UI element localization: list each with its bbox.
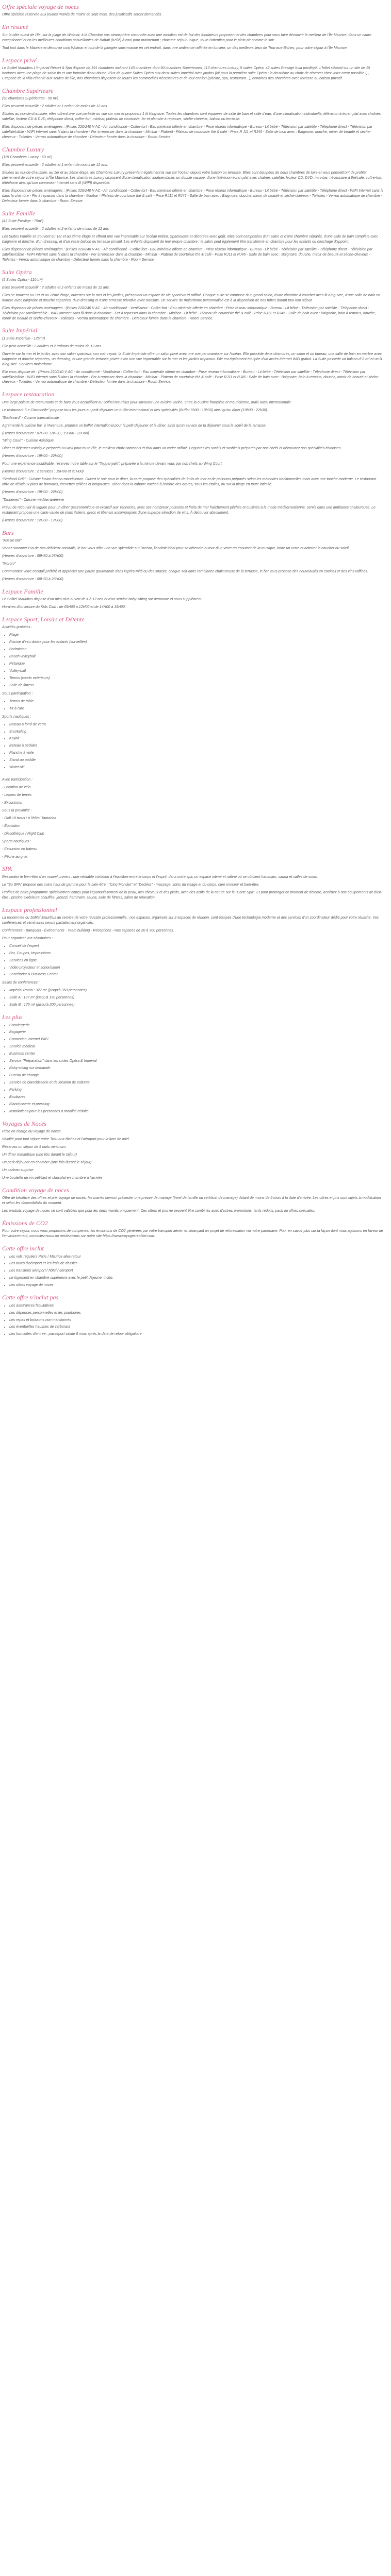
room-amenities: Elles disposent de pièces aménagées : (Prises 220/240 V AC - Air conditionné - Ventilateur - Coffre-fort - Eau minérale offerte en chambre - Prise réseau informatique - Bureau - Lit bébé - Télévision par satellite - Téléphone direct - Télévision par satellite/câble - WIFI Internet sans fil dans la chambre - Fer à repasser dans la chambre - Minibar - Lit bébé - Plateau de courtoisie thé & café - Prise RJ11 et RJ45 - Salle de bain avec : Baignoire, bain à remous, douche, miroir de beauté et sèche-cheveux - Toilettes - Verrou automatique de chambre - Détecteur fumée dans la chambre - Room Service.: [2, 306, 376, 320]
list-item: • Beach volleyball: [9, 654, 384, 659]
espace-prive-paragraph: Le Sofitel Mauritius L'Imperial Resort & Spa dispose de 191 chambres incluant 143 chambres dont 90 chambres Supérieures, 113 chambres Luxury, 5 suites Opéra, 42 suites Prestige fusa privilégié. L'hôtel s'étend sur un site de 15 hectares avec une plage de sable fin et une fontaine d'eau douce. Plus de quatre Suites Opéra aux deux suites Impérial avec jardins (kit pour la première suite Opéra ; la deuxième au choix de réserver chez votre cœur possible !) ; L'espace de la villa réservé aux seules de l'île, nos chambres disposent de toutes les commodités nécessaires et de tout confort (piscine, spa, restaurant...), certaines des chambres avec terrasse ou balcon privatif.: [2, 66, 370, 80]
list-item: • Les éventuelles hausses de carburant: [9, 1325, 384, 1330]
emissions-title: Émissions de CO2: [2, 1219, 48, 1227]
room-capacity: Elles peuvent accueillir : 2 adultes et 1 enfant de moins de 12 ans.: [2, 163, 108, 167]
famille-paragraph: Le Sofitel Mauritius dispose d'un mini-club ouvert de 4 à 12 ans et d'un service baby-sitting sur demande et sous supplément.: [2, 598, 203, 602]
room-surface: (42 Suite Prestige - 75m²): [2, 219, 44, 223]
plain-item: - Équitation: [2, 824, 21, 828]
list-item: • Connexion Internet WIFI: [9, 1037, 384, 1042]
bar-name: "Moroni": [2, 562, 16, 566]
sport-heading: Sous la proximité :: [2, 808, 32, 812]
list-item: • Les assurances facultatives: [9, 1303, 384, 1309]
room-amenities: Elles disposent de pièces aménagées : (Prises 220/240 V AC - Air conditionné - Coffre-fort - Eau minérale offerte en chambre - Prise réseau informatique - Bureau - Lit bébé - Télévision par satellite - Téléphone direct - Télévision par satellite/câble - WIFI Internet sans fil dans la chambre - Fer à repasser dans la chambre - Minibar - Plafond - Plateau de courtoisie thé & café - Prise R J11 et RJ45 - Salle de bain avec : Baignoire, douche, miroir de beauté et sèche-cheveux - Toilettes - Verrou automatique de chambre - Détecteur fumée dans la chambre - Room Service.: [2, 125, 373, 139]
room-surface: (115 Chambres Luxury - 50 m²): [2, 156, 53, 160]
list-item: • Stand up paddle: [9, 758, 384, 763]
list-item: • Pétanque: [9, 662, 384, 667]
list-item: • Bar, Coupes, Impressions: [9, 951, 384, 956]
chambre-luxury-title: Chambre Luxury: [2, 145, 44, 153]
voyages-line: Validité pour tout séjour entre Trou-aux-Biches et l'aéroport pour la lune de miel.: [2, 1138, 130, 1142]
bar-name: "Aussie Bar": [2, 539, 22, 543]
list-item: • Services en ligne: [9, 958, 384, 963]
restaurant-name: "Wing Court" - Cuisine Asiatique: [2, 439, 54, 443]
list-item: • Parking: [9, 1088, 384, 1093]
list-item: • Salle de fitness: [9, 683, 384, 688]
voyages-title: Voyages de Noces: [2, 1120, 46, 1127]
list-item: • Les vols réguliers Paris / Maurice aller-retour: [9, 1255, 384, 1260]
list-item: • Les formalités d'entrée : passeport valide 6 mois après la date de retour obligatoire: [9, 1332, 384, 1337]
list-item: • Badminton: [9, 647, 384, 652]
list-item: • Bureau de change: [9, 1073, 384, 1078]
list-item: • Service "Préparation" dans les suites Opéra & Impérial: [9, 1059, 384, 1064]
restaurant-hours: (Heures d'ouverture : 12H00 - 17H00): [2, 518, 63, 522]
sport-heading: Sports nautiques :: [2, 839, 31, 843]
room-description: Situées au rez-de-chaussée, au 1er et au 2ème étage, les Chambres Luxury présentent également la vue sur l'océan depuis votre balcon ou terrasse. Elles sont équipées de deux chambres de luxe et vous permettront de profiter pleinement de votre séjour à l'Île Maurice. Les chambres Luxury disposent d'une climatisation indépendante, un double vasque, d'une télévision écran plat avec chaînes satellite, lecteur CD, DVD, mini-bar, nécessaire à thé/café, coffre-fort, téléphone ainsi qu'une connexion Internet sans fil (WIFI) disponible.: [2, 171, 383, 185]
bars-title: Bars: [2, 529, 14, 536]
suite-imperial-title: Suite Impérial: [2, 327, 38, 334]
voyages-line: Un dîner romantique (une fois durant le séjour): [2, 1153, 77, 1157]
voyages-line: Une bouteille de vin pétillant et chocolat en chambre à l'arrivée: [2, 1176, 103, 1180]
list-item: • Vidéo projecteur et sonorisation: [9, 965, 384, 971]
list-item: • Salle A : 137 m² (jusqu'à 130 personnes): [9, 995, 384, 1001]
sport-paying-list: [2, 699, 384, 711]
list-item: • Bagagerie: [9, 1030, 384, 1035]
restauration-paragraph: Le restaurant "Le Citronnelle" propose tous les jours au petit déjeuner un buffet international et des spécialités (Buffet 7h00 - 10h30) ainsi qu'au dîner (19h00 - 22h30).: [2, 408, 268, 412]
sport-title: Lespace Sport, Loisirs et Détente: [2, 615, 85, 623]
pro-heading: Pour organiser vos séminaires :: [2, 936, 53, 940]
sport-heading: Activités gratuites :: [2, 625, 32, 630]
restaurant-hours: (Heures d'ouverture : 2 services : 19H00 et 21H00): [2, 470, 84, 474]
room-amenities: Elles disposent de pièces aménagées : (Prises 220/240 V AC - Air conditionné - Coffre-fort - Eau minérale offerte en chambre - Prise réseau informatique - Bureau - Lit bébé - Télévision par satellite - Téléphone direct - WIFI Internet sans fil dans la chambre - Fer à repasser dans la chambre - Minibar - Plateau de courtoisie thé & café - Prise RJ11 et RJ45 - Salle de bain avec : Baignoire, douche, miroir de beauté et sèche-cheveux - Toilettes - Verrou automatique de chambre - Détecteur fumée dans la chambre - Room Service.: [2, 189, 383, 203]
restaurant-name: "Boulevard" - Cuisine Internationale: [2, 416, 59, 420]
famille-title: Lespace Famille: [2, 587, 43, 595]
room-capacity: Elles peuvent accueillir : 2 adultes et 1 enfant de moins de 12 ans.: [2, 105, 108, 109]
offre-exclut-list: [2, 1303, 384, 1337]
bar-hours: (Heures d'ouverture : 08H30 à 23H00): [2, 554, 63, 558]
room-capacity: Elle peut accueillir : 2 adultes et 2 enfants de moins de 12 ans.: [2, 344, 103, 348]
list-item: • Blanchisserie et pressing: [9, 1102, 384, 1107]
plain-item: - Excursion en bateau: [2, 847, 38, 851]
resume-paragraph: Tout tout dans le Maurice et découvrir coin Wolmar et tout de la plongée sous-marine en cet endroit, dans une ambiance raffinée en lumière, un des meilleurs lieux de Trou-aux-Biches, pour votre séjour à l'Île Maurice.: [2, 46, 348, 50]
plain-item: - Discothèque / Night Club: [2, 832, 44, 836]
room-capacity: Elles peuvent accueillir : 2 adultes et 2 enfants de moins de 12 ans.: [2, 227, 110, 231]
restaurant-name: "Tanneries" - Cuisine méditerranéenne: [2, 498, 64, 502]
restauration-paragraph: Une large palette de restaurants et de bars vous accueillent au Sofitel Mauritius pour savourer une cuisine variée, entre la cuisine française et mauricienne, mais aussi internationale.: [2, 400, 292, 404]
room-description: Elles se trouvent au 1er et au 2ème étage, ouvertes sur la mer et les jardins, présentant un espace de vie spacieux et raffiné. Chaque suite se compose d'un grand salon, d'une chambre à coucher avec lit King-size, d'une salle de bain en marbre avec baignoire et douche séparées, d'un dressing et d'une terrasse privative avec transats. Un service de majordome personnalisé est à la disposition de nos hôtes durant tout leur séjour.: [2, 293, 380, 302]
plain-item: - Leçons de tennis: [2, 793, 32, 797]
pro-title: Lespace professionnel: [2, 906, 57, 913]
list-item: • Impérial Room : 327 m² (jusqu'à 350 personnes): [9, 988, 384, 993]
bar-description: Venez savourer l'un de nos délicieux cocktails, le bar vous offre une vue splendide sur l'océan, l'endroit idéal pour se détendre autour d'un verre en écoutant de la musique, boire un verre et admirer le coucher du soleil.: [2, 547, 350, 551]
room-description: Les Suites Famille se trouvent au 1er et au 2ème étage et offrent une vue imprenable sur l'océan Indien. Spacieuses et décorées avec goût, elles sont composées d'un salon et d'une chambre séparés, d'une salle de bain complète avec baignoire et douche, d'un dressing, et d'un vaste balcon ou terrasse privatif. Les enfants disposent de leur propre chambre ; le salon peut également être transformé en chambre pour les enfants ou couchage d'appoint.: [2, 234, 379, 244]
pro-list: [2, 944, 384, 978]
chambre-superieure-title: Chambre Supérieure: [2, 87, 54, 94]
offer-intro: Offre spéciale réservée aux jeunes mariés de moins de sept mois, des justificatifs seront demandés.: [2, 13, 162, 17]
spa-paragraph: Profitez de notre programme spécialement conçu pour l'épanouissement de la peau, des cheveux et des pieds, avec des actifs de la nature sur la "Carte Spa". Et pour prolonger ce moment de détente, accédez à nos équipements de bien-être : piscine extérieure chauffée, jacuzzi, hammam, sauna, salle de fitness, salon de relaxation.: [2, 890, 383, 900]
sport-heading: Avec participation :: [2, 778, 33, 782]
list-item: • Les dépenses personnelles et les pourboires: [9, 1311, 384, 1316]
plus-title: Les plus: [2, 1013, 23, 1021]
spa-title: SPA: [2, 865, 12, 873]
sport-heading: Sous participation :: [2, 691, 33, 696]
voyages-line: Prise en charge du voyage de noces.: [2, 1130, 62, 1134]
conditions-paragraph: Les produits voyage de noces ne sont valables que pour les deux mariés uniquement. Ces offres et prix ne peuvent être combinés avec d'autres promotions, tarifs réduits, pack ou offres spéciales.: [2, 1209, 315, 1213]
list-item: • Secrétariat & Business Center: [9, 972, 384, 977]
resume-paragraph: Sur la côte ouest de l'Ile, sur la plage de Wolmar, à la Chambre vos atmosphère coconnée avec une ambition est de fait des fondateurs proposent et des chambres pour vous faire découvrir le meilleur de l'Île Maurice, dans un cadre exceptionnel et en les meilleures conditions accueillantes de Bahati (Kellé) à cool pour maintenant ; chacune séjour unique, toute l'attention pour le plein-air comme le soir.: [2, 33, 371, 42]
plain-item: - Location de vélo: [2, 786, 31, 790]
room-capacity: Elles peuvent accueillir : 2 adultes et 2 enfants de moins de 12 ans.: [2, 285, 110, 290]
offre-inclut-list: [2, 1255, 384, 1289]
restauration-title: Lespace restauration: [2, 391, 55, 398]
restaurant-description: Agrémenté la cuisine bar, à l'Aventure, propose un buffet international pour le petit-déjeuner et le dîner, ainsi qu'un service de la déjeuner sous le soleil de la terrasse.: [2, 423, 267, 428]
list-item: • Installations pour les personnes à mobilité réduite: [9, 1109, 384, 1114]
voyages-line: Un petit déjeuner en chambre (une fois durant le séjour): [2, 1160, 92, 1164]
bar-description: Commandez votre cocktail préféré et apprécier une pause gourmande dans l'après-midi ou des snacks, chaque soir dans l'ambiance chaleureuse de la terrasse, le bar vous propose des nouveautés en cocktail et des vins raffinés.: [2, 569, 368, 573]
espace-prive-title: Lespace privé: [2, 56, 37, 64]
room-amenities: Elles disposent de pièces aménagées : (Prises 220/240 V AC - Air conditionné - Coffre-fort - Eau minérale offerte en chambre - Prise réseau informatique - Bureau - Lit bébé - Télévision par satellite - Téléphone direct - Télévision par satellite/câble - WIFI Internet sans fil dans la chambre - Fer à repasser dans la chambre - Minibar - Plateau de courtoisie thé & café - Prise RJ11 et RJ45 - Salle de bain avec : Baignoire, douche, miroir de beauté et sèche-cheveux - Toilettes - Verrou automatique de chambre - Détecteur fumée dans la chambre - Room Service.: [2, 247, 373, 262]
list-item: • Conciergerie: [9, 1023, 384, 1028]
list-item: • Bateau à pédales: [9, 743, 384, 749]
spa-paragraph: Le "So SPA" propose des soins haut de gamme pour le bien-être : "Cinq Mondes" et "Decléor" - massage, soins du visage et du corps, cure minceur et bien-être.: [2, 883, 259, 887]
pro-paragraph: Conférences - Banquets - Événements - Team building - Réceptions - Nos espaces de 20 à 300 personnes.: [2, 928, 174, 933]
list-item: • Les repas et boissons non mentionnés: [9, 1318, 384, 1323]
list-item: • Kayak: [9, 736, 384, 741]
list-item: • Business center: [9, 1052, 384, 1057]
restaurant-hours: (Heures d'ouverture : 07H00 -10H30 ; 19H00 - 22H00): [2, 431, 89, 435]
list-item: • Service médical: [9, 1044, 384, 1049]
list-item: • Service de blanchisserie et de location de voitures: [9, 1080, 384, 1086]
famille-paragraph: Horaires d'ouverture du Kids Club : de 09H00 à 12H00 et de 14H00 à 19H00.: [2, 605, 126, 609]
list-item: • Tir à l'arc: [9, 706, 384, 711]
list-item: • Piscine d'eau douce pour les enfants (surveillée): [9, 640, 384, 645]
room-description: Situées au rez-de-chaussée, elles offrent une vue partielle ou vue sur mer et proposent 1 lit King-size. Toutes les chambres sont équipées de salle de bain et salle d'eau, d'une climatisation individuelle, télévision à écran plat avec chaînes satellite, lecteur CD & DVD, téléphone direct, coffre-fort, minibar, plateau de courtoisie, fer et planche à repasser, sèche-cheveux, balcon ou terrasse.: [2, 112, 381, 121]
list-item: • Boutiques: [9, 1095, 384, 1100]
list-item: • Plage: [9, 633, 384, 638]
room-surface: (1 Suite Impériale - 125m²): [2, 336, 45, 341]
room-surface: (5 Suites Opéra - 110 m²): [2, 278, 43, 282]
list-item: • Tennis (courts extérieurs): [9, 676, 384, 681]
list-item: • Les transferts aéroport / hôtel / aéroport: [9, 1268, 384, 1274]
spa-paragraph: Ressentez le bien-être d'un nouvel univers : une véritable invitation à l'équilibre entre le corps et l'esprit, dans notre spa, un espace intime et raffiné où se côtoient hammam, sauna et salles de soins.: [2, 875, 318, 879]
voyages-line: Réservez un séjour de 5 nuits minimum.: [2, 1145, 67, 1149]
list-item: • Tennis de table: [9, 699, 384, 704]
list-item: • Water-ski: [9, 765, 384, 770]
pro-paragraph: La renommée du Sofitel Mauritius au service de votre réussite professionnelle : nos espaces, organisés sur 2 espaces de réunion, sont équipés d'une technologie moderne et des services d'un coordinateur dédié pour votre réussite. Vos conférences et séminaires seront parfaitement organisés.: [2, 916, 379, 925]
suite-opera-title: Suite Opéra: [2, 268, 32, 276]
conditions-paragraph: Offre de bénéfice des offres et prix voyage de noces, les mariés devront présenter une preuve de mariage (livret de famille ou certificat de mariage) datant de moins de 6 mois à la date d'arrivée. Les offres et prix sont sujets à modification et selon les disponibilités du moment.: [2, 1196, 381, 1206]
room-amenities: Elle vous dispose de : (Prises 220/240 V AC - Air conditionné - Ventilateur - Coffre-fort - Eau minérale offerte en chambre - Prise réseau informatique - Bureau - Lit bébé - Télévision par satellite - Téléphone direct - Télévision par satellite/câble - WIFI Internet sans fil dans la chambre - Fer à repasser dans la chambre - Minibar - Plateau de courtoisie thé & café - Prise RJ11 et RJ45 - Salle de bain avec : Baignoire, bain à remous, douche, miroir de beauté et sèche-cheveux - Toilettes - Verrou automatique de chambre - Détecteur fumée dans la chambre - Room Service.: [2, 370, 380, 384]
plain-item: - Golf 18 trous / à l'hôtel Tamarina: [2, 816, 56, 820]
voyages-line: Un cadeau surprise: [2, 1168, 34, 1172]
plain-item: - Pêche au gros: [2, 855, 28, 859]
room-surface: (50 chambres Supérieures - 50 m²): [2, 97, 58, 101]
list-item: • Salle B : 176 m² (jusqu'à 200 personnes): [9, 1003, 384, 1008]
offer-title: Offre spéciale voyage de noces: [2, 3, 79, 10]
conditions-title: Condition voyage de noces: [2, 1186, 69, 1194]
restaurant-description: Prévu de recouvrir la lagune pour un dîner gastronomique et exclusif aux Tanneries, avec ses nombreux poissons et fruits de mer fraîchement pêchés et cuisinés à la mode méditerranéenne, servis dans une ambiance chaleureuse. Le restaurant propose une carte variée de plats italiens, grecs et libanais accompagnés d'une superbe sélection de vins. À découvrir absolument.: [2, 505, 376, 515]
sport-free-list: [2, 633, 384, 688]
resume-title: En résumé: [2, 23, 28, 31]
restaurant-hours: (Heures d'ouverture : 19H00 - 22H00): [2, 454, 63, 459]
bar-hours: (Heures d'ouverture : 08H30 à 23H00): [2, 577, 63, 581]
list-item: • Conseil de l'expert: [9, 944, 384, 949]
sport-nautical-list: [2, 722, 384, 771]
list-item: • Snorkeling: [9, 730, 384, 735]
plus-list: [2, 1023, 384, 1114]
emissions-paragraph: Pour votre séjour, nous vous proposons de compenser les émissions de CO2 générées par votre transport aérien en finançant un projet de reforestation via notre partenaire. Pour en savoir plus sur la façon dont nous agissons en faveur de l'environnement, contactez-nous ou rendez-vous sur notre site https://www.voyages-sofitel.com.: [2, 1229, 383, 1239]
offre-exclut-title: Cette offre n'inclut pas: [2, 1294, 59, 1301]
restaurant-description: Dîner et déjeuner asiatique préparés au wok pour toute l'île, le meilleur choix cantonais et thaï dans un cadre raffiné. Dégustez les sushis et sashimis préparés par nos chefs et découvrez nos spécialités chinoises.: [2, 447, 342, 451]
list-item: • Les taxes d'aéroport et les frais de dossier: [9, 1261, 384, 1266]
pro-rooms-list: [2, 988, 384, 1008]
list-item: • Bateau à fond de verre: [9, 722, 384, 727]
list-item: • Baby-sitting sur demande: [9, 1066, 384, 1071]
suite-famille-title: Suite Famille: [2, 209, 36, 217]
list-item: • Planche à voile: [9, 751, 384, 756]
restaurant-description: "Seafood Grill" - Cuisine fusion franco-mauricienne. Ouvert le soir pour le dîner, la carte propose des spécialités de fruits de mer et de poissons préparés selon les méthodes traditionnelles mais avec une touche moderne. Le restaurant offre de délicieux plats de homards, crevettes grillées et langoustes. Dîner dans la cabane cachée à l'ombre des arbres, sous les étoiles, ou sur la plage en toute intimité.: [2, 478, 377, 487]
restaurant-hours: (Heures d'ouverture : 19H00 - 22H00): [2, 490, 63, 495]
list-item: • Le logement en chambre supérieure avec le petit déjeuner inclus: [9, 1276, 384, 1281]
list-item: • Volley-ball: [9, 669, 384, 674]
restaurant-description: Pour une expérience inoubliable, réservez notre table sur le "Teppanyaki", préparée à la minute devant vous par nos chefs au Wing Court.: [2, 462, 223, 466]
plain-item: - Excursions: [2, 801, 22, 805]
list-item: • Les offres voyage de noces: [9, 1283, 384, 1288]
sport-heading: Sports nautiques :: [2, 715, 31, 719]
offre-inclut-title: Cette offre inclut: [2, 1245, 44, 1252]
pro-heading: Salles de conférences :: [2, 981, 40, 985]
room-description: Ouverte sur la mer et le jardin, avec son salon spacieux, son coin repas, la Suite Impériale offre un salon privé avec une vue panoramique sur l'océan. Elle possède deux chambres, un salon et un bureau, une salle de bain en marbre avec baignoire et douche séparées, un dressing, et une grande terrasse privée avec une vue imprenable sur la mer et les jardins tropicaux. Elle est également équipée d'un accès Internet WiFi gratuit. La Suite possède un balcon d' 8 m² et un lit King-size. Services majordome.: [2, 352, 382, 366]
